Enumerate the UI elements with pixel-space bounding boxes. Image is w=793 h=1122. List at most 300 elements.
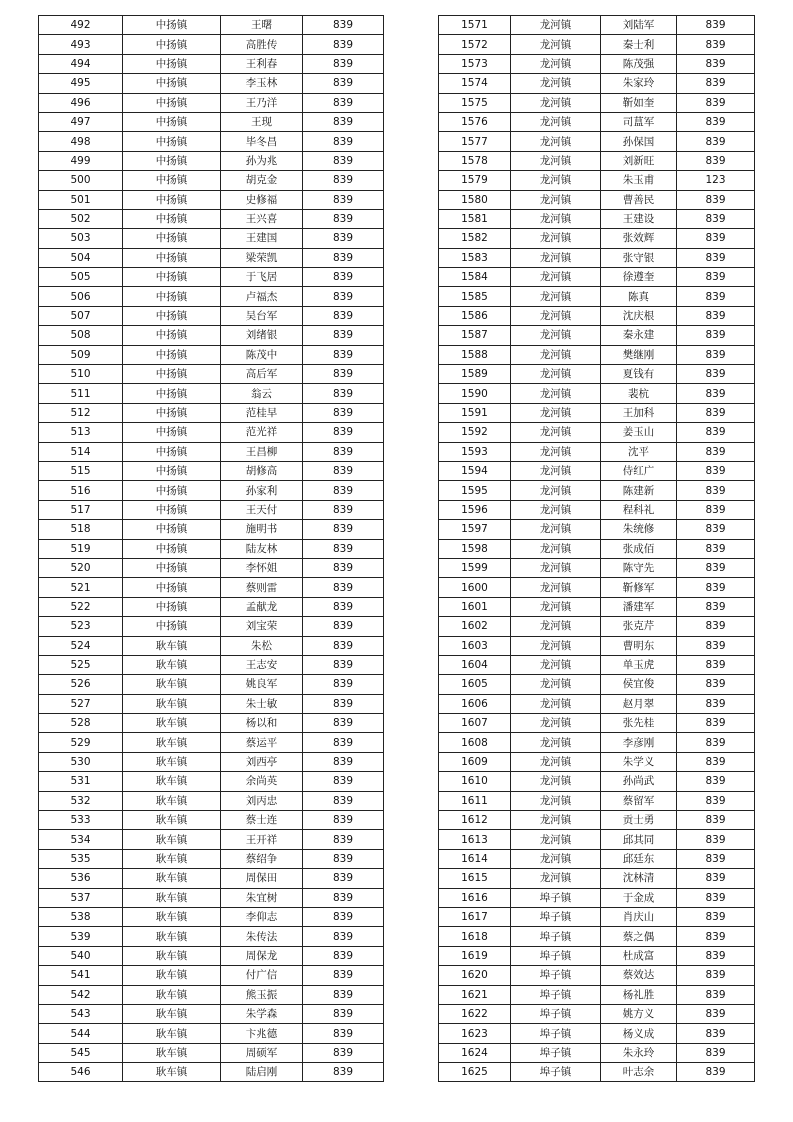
table-row: [439, 287, 755, 306]
town-cell: 埠子镇: [511, 907, 601, 926]
index-cell: 528: [39, 714, 123, 733]
index-cell: 527: [39, 694, 123, 713]
town-cell: 耿车镇: [123, 1043, 221, 1062]
index-cell: 529: [39, 733, 123, 752]
town-cell: 埠子镇: [511, 946, 601, 965]
town-cell: 龙河镇: [511, 326, 601, 345]
table-row: [39, 985, 384, 1004]
index-cell: 1600: [439, 578, 511, 597]
name-cell: 蔡则雷: [221, 578, 303, 597]
name-cell: 熊玉振: [221, 985, 303, 1004]
amount-cell: 839: [677, 54, 755, 73]
amount-cell: 123: [677, 171, 755, 190]
index-cell: 514: [39, 442, 123, 461]
index-cell: 1613: [439, 830, 511, 849]
index-cell: 519: [39, 539, 123, 558]
table-row: [439, 190, 755, 209]
town-cell: 中扬镇: [123, 54, 221, 73]
table-row: [439, 772, 755, 791]
town-cell: 龙河镇: [511, 74, 601, 93]
table-row: [439, 946, 755, 965]
table-row: [39, 714, 384, 733]
table-row: [39, 35, 384, 54]
index-cell: 543: [39, 1004, 123, 1023]
amount-cell: 839: [303, 384, 384, 403]
town-cell: 龙河镇: [511, 190, 601, 209]
table-row: [439, 597, 755, 616]
left-table-body: [39, 16, 384, 1082]
amount-cell: 839: [677, 1043, 755, 1062]
table-row: [39, 287, 384, 306]
amount-cell: 839: [677, 714, 755, 733]
table-row: [39, 151, 384, 170]
index-cell: 508: [39, 326, 123, 345]
name-cell: 施明书: [221, 520, 303, 539]
name-cell: 王现: [221, 112, 303, 131]
table-row: [39, 345, 384, 364]
town-cell: 龙河镇: [511, 365, 601, 384]
town-cell: 龙河镇: [511, 229, 601, 248]
name-cell: 朱玉甫: [601, 171, 677, 190]
amount-cell: 839: [303, 171, 384, 190]
town-cell: 耿车镇: [123, 1004, 221, 1023]
town-cell: 龙河镇: [511, 345, 601, 364]
table-row: [439, 733, 755, 752]
table-row: [39, 16, 384, 35]
town-cell: 耿车镇: [123, 655, 221, 674]
town-cell: 中扬镇: [123, 248, 221, 267]
town-cell: 龙河镇: [511, 306, 601, 325]
name-cell: 沈林清: [601, 869, 677, 888]
amount-cell: 839: [677, 655, 755, 674]
name-cell: 孙为兆: [221, 151, 303, 170]
name-cell: 陈守先: [601, 558, 677, 577]
name-cell: 赵月翠: [601, 694, 677, 713]
amount-cell: 839: [677, 35, 755, 54]
amount-cell: 839: [677, 345, 755, 364]
index-cell: 505: [39, 268, 123, 287]
table-row: [39, 811, 384, 830]
index-cell: 533: [39, 811, 123, 830]
table-row: [39, 907, 384, 926]
amount-cell: 839: [677, 1024, 755, 1043]
name-cell: 张成佰: [601, 539, 677, 558]
amount-cell: 839: [677, 500, 755, 519]
town-cell: 耿车镇: [123, 694, 221, 713]
index-cell: 507: [39, 306, 123, 325]
index-cell: 516: [39, 481, 123, 500]
amount-cell: 839: [303, 132, 384, 151]
table-row: [39, 268, 384, 287]
amount-cell: 839: [677, 985, 755, 1004]
town-cell: 中扬镇: [123, 558, 221, 577]
amount-cell: 839: [303, 946, 384, 965]
amount-cell: 839: [303, 694, 384, 713]
amount-cell: 839: [677, 1004, 755, 1023]
town-cell: 中扬镇: [123, 209, 221, 228]
name-cell: 朱松: [221, 636, 303, 655]
town-cell: 龙河镇: [511, 714, 601, 733]
amount-cell: 839: [677, 229, 755, 248]
amount-cell: 839: [677, 558, 755, 577]
right-table-body: [439, 16, 755, 1082]
amount-cell: 839: [677, 752, 755, 771]
index-cell: 1593: [439, 442, 511, 461]
amount-cell: 839: [303, 74, 384, 93]
town-cell: 龙河镇: [511, 132, 601, 151]
amount-cell: 839: [677, 869, 755, 888]
index-cell: 504: [39, 248, 123, 267]
table-row: [439, 539, 755, 558]
table-row: [39, 93, 384, 112]
index-cell: 1603: [439, 636, 511, 655]
name-cell: 朱家玲: [601, 74, 677, 93]
table-row: [439, 966, 755, 985]
index-cell: 1583: [439, 248, 511, 267]
name-cell: 单玉虎: [601, 655, 677, 674]
name-cell: 姚良军: [221, 675, 303, 694]
name-cell: 王兴喜: [221, 209, 303, 228]
town-cell: 中扬镇: [123, 306, 221, 325]
name-cell: 孟献龙: [221, 597, 303, 616]
town-cell: 埠子镇: [511, 927, 601, 946]
town-cell: 中扬镇: [123, 365, 221, 384]
index-cell: 509: [39, 345, 123, 364]
table-row: [39, 461, 384, 480]
town-cell: 耿车镇: [123, 1063, 221, 1082]
table-row: [439, 16, 755, 35]
name-cell: 周保龙: [221, 946, 303, 965]
town-cell: 龙河镇: [511, 35, 601, 54]
amount-cell: 839: [303, 830, 384, 849]
table-row: [39, 927, 384, 946]
table-row: [39, 1043, 384, 1062]
town-cell: 龙河镇: [511, 500, 601, 519]
index-cell: 1598: [439, 539, 511, 558]
table-row: [439, 578, 755, 597]
table-row: [439, 675, 755, 694]
index-cell: 1586: [439, 306, 511, 325]
town-cell: 埠子镇: [511, 1043, 601, 1062]
table-row: [439, 35, 755, 54]
amount-cell: 839: [677, 927, 755, 946]
index-cell: 515: [39, 461, 123, 480]
name-cell: 陈真: [601, 287, 677, 306]
name-cell: 张克芹: [601, 617, 677, 636]
table-row: [39, 636, 384, 655]
name-cell: 杨以和: [221, 714, 303, 733]
table-row: [439, 520, 755, 539]
name-cell: 刘宝荣: [221, 617, 303, 636]
amount-cell: 839: [303, 345, 384, 364]
index-cell: 492: [39, 16, 123, 35]
table-row: [439, 326, 755, 345]
name-cell: 沈平: [601, 442, 677, 461]
table-row: [439, 694, 755, 713]
index-cell: 1614: [439, 849, 511, 868]
town-cell: 中扬镇: [123, 597, 221, 616]
town-cell: 中扬镇: [123, 578, 221, 597]
amount-cell: 839: [303, 326, 384, 345]
amount-cell: 839: [303, 578, 384, 597]
name-cell: 蔡留军: [601, 791, 677, 810]
index-cell: 539: [39, 927, 123, 946]
name-cell: 朱学森: [221, 1004, 303, 1023]
amount-cell: 839: [303, 597, 384, 616]
name-cell: 王天付: [221, 500, 303, 519]
town-cell: 龙河镇: [511, 461, 601, 480]
index-cell: 1574: [439, 74, 511, 93]
town-cell: 中扬镇: [123, 93, 221, 112]
index-cell: 522: [39, 597, 123, 616]
table-row: [39, 655, 384, 674]
table-row: [39, 888, 384, 907]
table-row: [439, 1004, 755, 1023]
index-cell: 1601: [439, 597, 511, 616]
amount-cell: 839: [303, 306, 384, 325]
amount-cell: 839: [303, 190, 384, 209]
town-cell: 耿车镇: [123, 811, 221, 830]
index-cell: 1624: [439, 1043, 511, 1062]
town-cell: 耿车镇: [123, 791, 221, 810]
index-cell: 1585: [439, 287, 511, 306]
name-cell: 陆启刚: [221, 1063, 303, 1082]
index-cell: 502: [39, 209, 123, 228]
amount-cell: 839: [303, 520, 384, 539]
index-cell: 500: [39, 171, 123, 190]
name-cell: 史修福: [221, 190, 303, 209]
table-row: [439, 714, 755, 733]
town-cell: 中扬镇: [123, 190, 221, 209]
amount-cell: 839: [677, 578, 755, 597]
index-cell: 1582: [439, 229, 511, 248]
index-cell: 538: [39, 907, 123, 926]
name-cell: 余尚英: [221, 772, 303, 791]
table-row: [439, 830, 755, 849]
amount-cell: 839: [677, 326, 755, 345]
town-cell: 龙河镇: [511, 403, 601, 422]
table-row: [39, 423, 384, 442]
name-cell: 曹明东: [601, 636, 677, 655]
index-cell: 1609: [439, 752, 511, 771]
table-row: [439, 558, 755, 577]
index-cell: 1621: [439, 985, 511, 1004]
town-cell: 龙河镇: [511, 151, 601, 170]
table-row: [39, 752, 384, 771]
index-cell: 1590: [439, 384, 511, 403]
amount-cell: 839: [303, 733, 384, 752]
index-cell: 534: [39, 830, 123, 849]
right-table: [438, 15, 755, 1082]
amount-cell: 839: [677, 151, 755, 170]
amount-cell: 839: [303, 1024, 384, 1043]
town-cell: 耿车镇: [123, 675, 221, 694]
table-row: [39, 966, 384, 985]
town-cell: 龙河镇: [511, 597, 601, 616]
table-row: [439, 345, 755, 364]
name-cell: 蔡运平: [221, 733, 303, 752]
amount-cell: 839: [303, 849, 384, 868]
town-cell: 埠子镇: [511, 966, 601, 985]
town-cell: 龙河镇: [511, 830, 601, 849]
town-cell: 中扬镇: [123, 423, 221, 442]
table-row: [439, 461, 755, 480]
index-cell: 513: [39, 423, 123, 442]
name-cell: 王利春: [221, 54, 303, 73]
amount-cell: 839: [677, 209, 755, 228]
name-cell: 周保田: [221, 869, 303, 888]
name-cell: 于金成: [601, 888, 677, 907]
name-cell: 姚方义: [601, 1004, 677, 1023]
table-row: [439, 54, 755, 73]
table-row: [439, 229, 755, 248]
table-row: [39, 384, 384, 403]
name-cell: 曹善民: [601, 190, 677, 209]
index-cell: 1618: [439, 927, 511, 946]
index-cell: 1596: [439, 500, 511, 519]
name-cell: 邱其同: [601, 830, 677, 849]
name-cell: 肖庆山: [601, 907, 677, 926]
name-cell: 李玉林: [221, 74, 303, 93]
amount-cell: 839: [303, 35, 384, 54]
index-cell: 546: [39, 1063, 123, 1082]
index-cell: 1597: [439, 520, 511, 539]
name-cell: 杨义成: [601, 1024, 677, 1043]
amount-cell: 839: [677, 403, 755, 422]
name-cell: 吴台军: [221, 306, 303, 325]
index-cell: 1580: [439, 190, 511, 209]
index-cell: 1602: [439, 617, 511, 636]
amount-cell: 839: [677, 636, 755, 655]
town-cell: 中扬镇: [123, 112, 221, 131]
index-cell: 1622: [439, 1004, 511, 1023]
town-cell: 埠子镇: [511, 1063, 601, 1082]
name-cell: 侯宜俊: [601, 675, 677, 694]
table-row: [39, 946, 384, 965]
amount-cell: 839: [303, 888, 384, 907]
town-cell: 龙河镇: [511, 791, 601, 810]
table-row: [439, 112, 755, 131]
index-cell: 1595: [439, 481, 511, 500]
table-row: [439, 171, 755, 190]
table-row: [39, 442, 384, 461]
table-row: [439, 888, 755, 907]
table-row: [39, 229, 384, 248]
index-cell: 1610: [439, 772, 511, 791]
town-cell: 中扬镇: [123, 171, 221, 190]
table-row: [439, 849, 755, 868]
amount-cell: 839: [303, 869, 384, 888]
table-row: [439, 365, 755, 384]
amount-cell: 839: [677, 733, 755, 752]
table-row: [439, 442, 755, 461]
table-row: [39, 597, 384, 616]
index-cell: 535: [39, 849, 123, 868]
index-cell: 524: [39, 636, 123, 655]
town-cell: 中扬镇: [123, 151, 221, 170]
index-cell: 1573: [439, 54, 511, 73]
amount-cell: 839: [303, 675, 384, 694]
name-cell: 张守银: [601, 248, 677, 267]
amount-cell: 839: [677, 423, 755, 442]
table-row: [439, 268, 755, 287]
index-cell: 518: [39, 520, 123, 539]
table-row: [439, 384, 755, 403]
index-cell: 1576: [439, 112, 511, 131]
amount-cell: 839: [677, 112, 755, 131]
name-cell: 侍红广: [601, 461, 677, 480]
town-cell: 耿车镇: [123, 946, 221, 965]
table-row: [39, 306, 384, 325]
amount-cell: 839: [303, 54, 384, 73]
table-row: [39, 326, 384, 345]
table-row: [39, 694, 384, 713]
amount-cell: 839: [677, 132, 755, 151]
index-cell: 523: [39, 617, 123, 636]
name-cell: 秦永建: [601, 326, 677, 345]
name-cell: 蔡士连: [221, 811, 303, 830]
town-cell: 中扬镇: [123, 384, 221, 403]
town-cell: 龙河镇: [511, 481, 601, 500]
index-cell: 1599: [439, 558, 511, 577]
index-cell: 1623: [439, 1024, 511, 1043]
amount-cell: 839: [677, 617, 755, 636]
table-row: [439, 423, 755, 442]
town-cell: 中扬镇: [123, 74, 221, 93]
amount-cell: 839: [677, 190, 755, 209]
town-cell: 中扬镇: [123, 617, 221, 636]
index-cell: 1577: [439, 132, 511, 151]
table-row: [39, 248, 384, 267]
amount-cell: 839: [677, 16, 755, 35]
table-row: [39, 365, 384, 384]
index-cell: 1616: [439, 888, 511, 907]
index-cell: 1579: [439, 171, 511, 190]
name-cell: 朱传法: [221, 927, 303, 946]
town-cell: 中扬镇: [123, 500, 221, 519]
name-cell: 叶志余: [601, 1063, 677, 1082]
name-cell: 卞兆德: [221, 1024, 303, 1043]
name-cell: 李彦刚: [601, 733, 677, 752]
table-row: [439, 248, 755, 267]
amount-cell: 839: [303, 1004, 384, 1023]
town-cell: 耿车镇: [123, 733, 221, 752]
name-cell: 李怀姐: [221, 558, 303, 577]
index-cell: 493: [39, 35, 123, 54]
name-cell: 高胜传: [221, 35, 303, 54]
name-cell: 刘丙忠: [221, 791, 303, 810]
index-cell: 1578: [439, 151, 511, 170]
name-cell: 付广信: [221, 966, 303, 985]
amount-cell: 839: [677, 384, 755, 403]
name-cell: 蔡效达: [601, 966, 677, 985]
name-cell: 杨礼胜: [601, 985, 677, 1004]
table-row: [439, 306, 755, 325]
town-cell: 中扬镇: [123, 287, 221, 306]
table-row: [439, 927, 755, 946]
name-cell: 王加科: [601, 403, 677, 422]
table-row: [39, 617, 384, 636]
index-cell: 511: [39, 384, 123, 403]
name-cell: 刘绪银: [221, 326, 303, 345]
name-cell: 夏钱有: [601, 365, 677, 384]
town-cell: 龙河镇: [511, 558, 601, 577]
town-cell: 中扬镇: [123, 539, 221, 558]
table-row: [39, 500, 384, 519]
table-row: [39, 675, 384, 694]
amount-cell: 839: [303, 442, 384, 461]
town-cell: 耿车镇: [123, 907, 221, 926]
